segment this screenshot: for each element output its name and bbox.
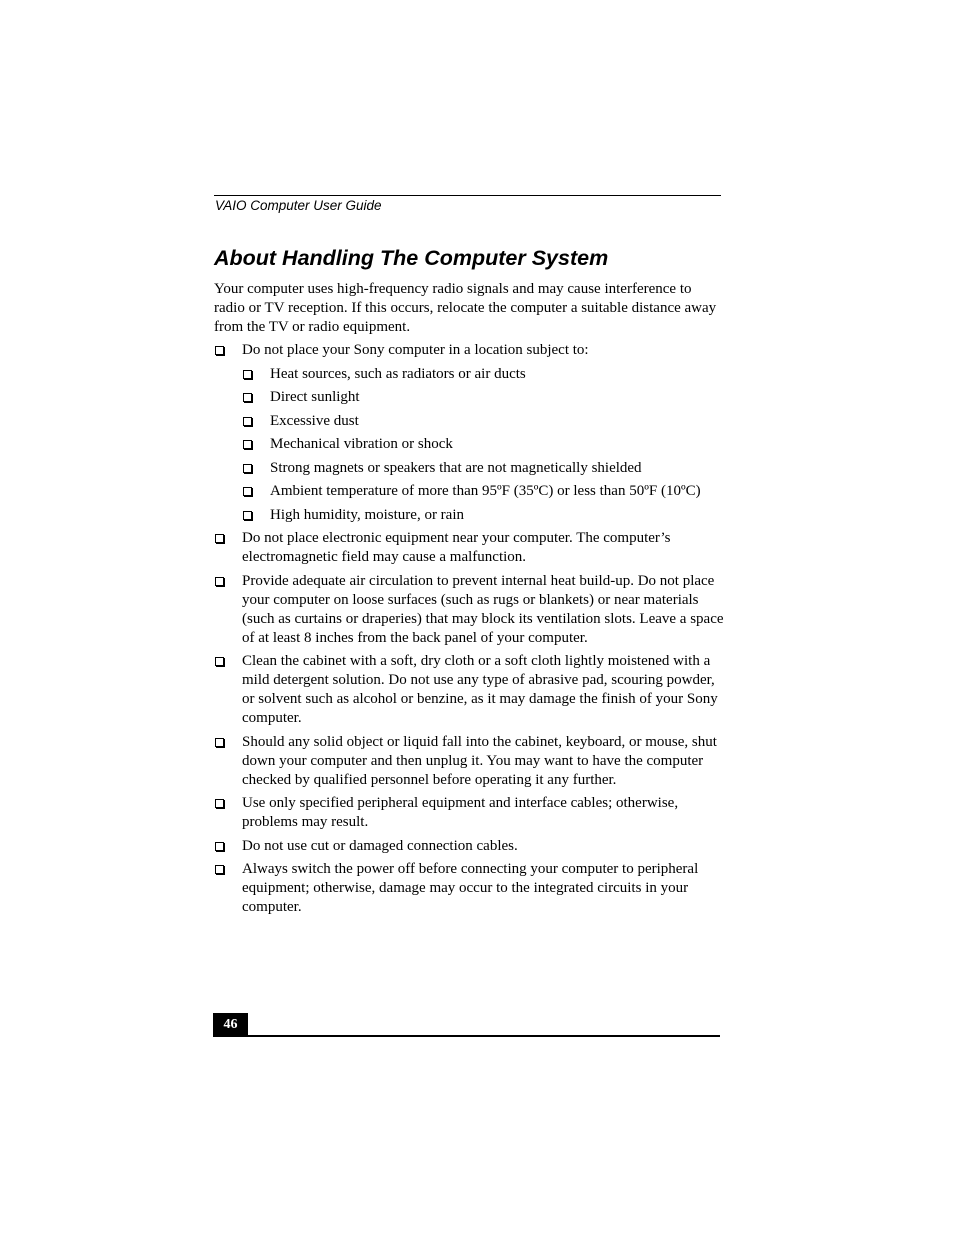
sub-list-item-text: Direct sunlight bbox=[270, 389, 360, 405]
sub-list-item bbox=[242, 506, 724, 525]
sub-list-item bbox=[242, 412, 724, 431]
footer-rule bbox=[213, 1035, 720, 1037]
checkbox-bullet-icon bbox=[243, 440, 252, 449]
checkbox-bullet-icon bbox=[243, 487, 252, 496]
sub-list-item-text: Strong magnets or speakers that are not magnetically shielded bbox=[270, 459, 642, 476]
list-item bbox=[214, 733, 724, 790]
sub-list-item-text: Heat sources, such as radiators or air ducts bbox=[270, 365, 526, 382]
header-rule bbox=[214, 195, 721, 196]
sub-list-item-text: High humidity, moisture, or rain bbox=[270, 506, 465, 523]
list-item bbox=[214, 652, 724, 728]
checkbox-bullet-icon bbox=[243, 393, 252, 402]
list-item-text: Provide adequate air circulation to prevent internal heat build-up. Do not place your computer on loose surfaces (such as rugs or blankets) or near materials (such as curtains or draperies) that may block its ventilation slots. Leave a space of at least 8 inches from the back panel of your computer. bbox=[242, 572, 724, 646]
intro-paragraph: Your computer uses high-frequency radio signals and may cause interference to radio or TV reception. If this occurs, relocate the computer a suitable distance away from the TV or radio equipment. bbox=[214, 281, 717, 335]
sub-list-item bbox=[242, 388, 724, 407]
list-item-text: Always switch the power off before connecting your computer to peripheral equipment; otherwise, damage may occur to the integrated circuits in your computer. bbox=[242, 861, 699, 915]
location-sublist bbox=[242, 365, 724, 525]
list-item-text: Do not place your Sony computer in a location subject to: bbox=[242, 342, 589, 358]
checkbox-bullet-icon bbox=[215, 738, 224, 747]
list-item bbox=[214, 572, 724, 648]
list-item-text: Should any solid object or liquid fall into the cabinet, keyboard, or mouse, shut down your computer and then unplug it. You may want to have the computer checked by qualified personnel before operating it any further. bbox=[242, 733, 717, 788]
list-item bbox=[214, 341, 724, 525]
checkbox-bullet-icon bbox=[215, 842, 224, 851]
page-number: 46 bbox=[213, 1013, 248, 1037]
sub-list-item bbox=[242, 482, 724, 501]
checkbox-bullet-icon bbox=[215, 577, 224, 586]
sub-list-item-text: Ambient temperature of more than 95ºF (35ºC) or less than 50ºF (10ºC) bbox=[270, 483, 701, 499]
checkbox-bullet-icon bbox=[243, 370, 252, 379]
sub-list-item bbox=[242, 459, 724, 478]
running-title: VAIO Computer User Guide bbox=[215, 198, 382, 213]
checkbox-bullet-icon bbox=[215, 799, 224, 808]
sub-list-item-text: Mechanical vibration or shock bbox=[270, 436, 453, 452]
sub-list-item bbox=[242, 365, 724, 384]
list-item-text: Do not place electronic equipment near your computer. The computer’s electromagnetic field may cause a malfunction. bbox=[242, 530, 671, 565]
section-title: About Handling The Computer System bbox=[214, 246, 609, 270]
checkbox-bullet-icon bbox=[243, 511, 252, 520]
list-item bbox=[214, 529, 724, 567]
list-item bbox=[214, 860, 724, 917]
precautions-list bbox=[214, 341, 724, 922]
checkbox-bullet-icon bbox=[215, 534, 224, 543]
sub-list-item-text: Excessive dust bbox=[270, 412, 359, 429]
checkbox-bullet-icon bbox=[215, 346, 224, 355]
list-item bbox=[214, 794, 724, 832]
checkbox-bullet-icon bbox=[215, 865, 224, 874]
list-item-text: Clean the cabinet with a soft, dry cloth or a soft cloth lightly moistened with a mild detergent solution. Do not use any type of abrasive pad, scouring powder, or solvent such as alcohol or benzine, as it may damage the finish of your Sony computer. bbox=[242, 653, 718, 726]
checkbox-bullet-icon bbox=[215, 657, 224, 666]
list-item-text: Do not use cut or damaged connection cables. bbox=[242, 837, 518, 854]
list-item-text: Use only specified peripheral equipment and interface cables; otherwise, problems may result. bbox=[242, 795, 679, 830]
checkbox-bullet-icon bbox=[243, 417, 252, 426]
list-item bbox=[214, 837, 724, 856]
sub-list-item bbox=[242, 435, 724, 454]
checkbox-bullet-icon bbox=[243, 464, 252, 473]
